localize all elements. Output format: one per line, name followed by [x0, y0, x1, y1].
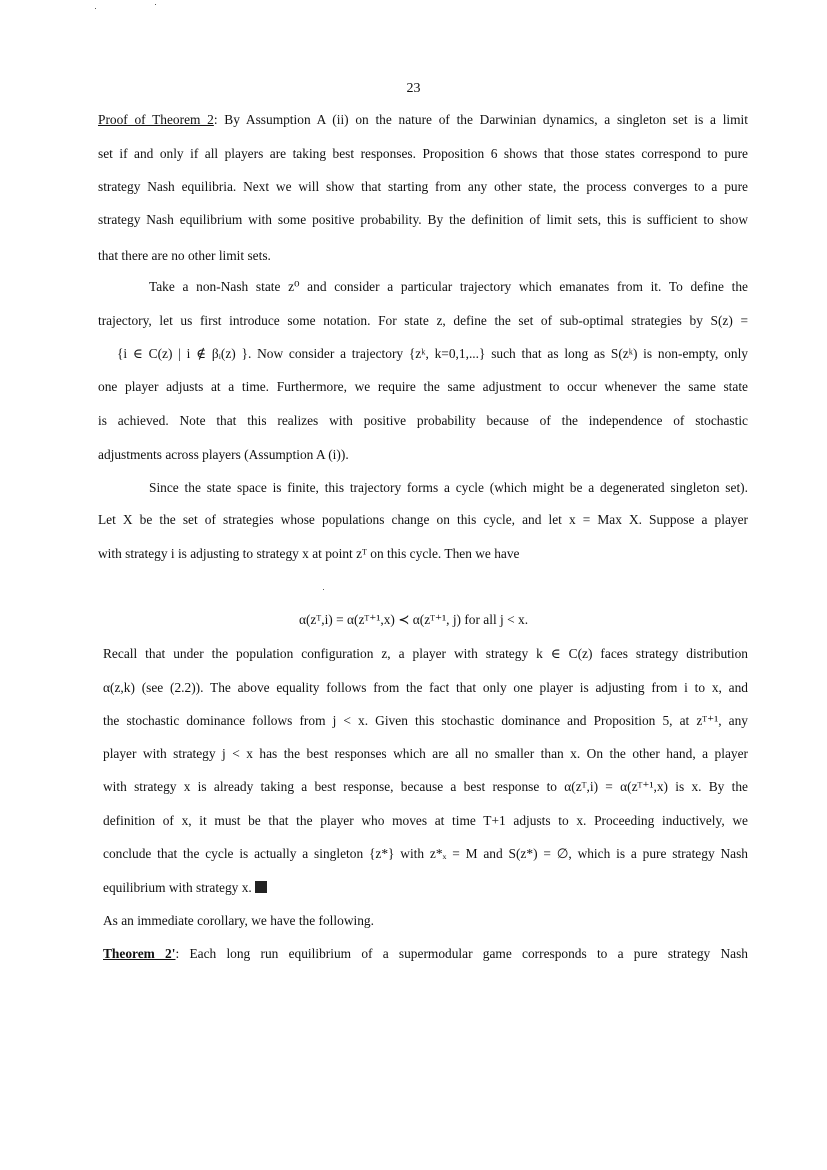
proof-line-3: strategy Nash equilibria. Next we will show that starting from any other state, the process converges to a pure [98, 179, 748, 194]
proof-line-1 [98, 111, 748, 128]
para4-line-5: with strategy x is already taking a best response, because a best response to α(zᵀ,i) = α(zᵀ⁺¹,x) is x. By the [103, 779, 748, 794]
proof-line-4: strategy Nash equilibrium with some positive probability. By the definition of limit sets, this is sufficient to show [98, 212, 748, 227]
theorem-line [103, 945, 748, 962]
para4-line-4: player with strategy j < x has the best responses which are all no smaller than x. On the other hand, a player [103, 746, 748, 761]
scan-speck-1 [95, 8, 96, 9]
para2-line-3: {i ∈ C(z) | i ∉ βᵢ(z) }. Now consider a trajectory {zᵏ, k=0,1,...} such that as long as S(zᵏ) is non-empty, only [117, 346, 748, 361]
scan-speck-2 [155, 4, 156, 5]
theorem-heading: Theorem 2' [103, 946, 176, 961]
proof-line-5: that there are no other limit sets. [98, 248, 271, 263]
corollary-line: As an immediate corollary, we have the following. [103, 913, 374, 928]
scan-speck-3 [323, 589, 324, 590]
para2-line-1: Take a non-Nash state z⁰ and consider a particular trajectory which emanates from it. To define the [149, 279, 748, 294]
proof-line-1-text: : By Assumption A (ii) on the nature of the Darwinian dynamics, a singleton set is a limit [213, 112, 748, 127]
equation: α(zᵀ,i) = α(zᵀ⁺¹,x) ≺ α(zᵀ⁺¹, j) for all j < x. [298, 612, 529, 627]
para2-line-6: adjustments across players (Assumption A (i)). [98, 447, 349, 462]
page-number: 23 [406, 81, 421, 96]
para4-line-8-text: equilibrium with strategy x. [103, 880, 252, 895]
para4-line-8 [103, 879, 267, 896]
para4-line-6: definition of x, it must be that the player who moves at time T+1 adjusts to x. Proceeding inductively, we [103, 813, 748, 828]
para4-line-2: α(z,k) (see (2.2)). The above equality follows from the fact that only one player is adjusting from i to x, and [103, 680, 748, 695]
para3-line-1: Since the state space is finite, this trajectory forms a cycle (which might be a degenerated singleton set). [149, 480, 748, 495]
para2-line-4: one player adjusts at a time. Furthermore, we require the same adjustment to occur whenever the same state [98, 379, 748, 394]
proof-heading: Proof of Theorem 2 [98, 112, 214, 127]
para4-line-3: the stochastic dominance follows from j < x. Given this stochastic dominance and Proposition 5, at zᵀ⁺¹, any [103, 713, 748, 728]
proof-line-2: set if and only if all players are taking best responses. Proposition 6 shows that those states correspond to pure [98, 146, 748, 161]
para4-line-7: conclude that the cycle is actually a singleton {z*} with z*ₓ = M and S(z*) = ∅, which is a pure strategy Nash [103, 846, 748, 861]
qed-square-icon [255, 881, 267, 893]
para2-line-5: is achieved. Note that this realizes with positive probability because of the independence of stochastic [98, 413, 748, 428]
para3-line-2: Let X be the set of strategies whose populations change on this cycle, and let x = Max X. Suppose a player [98, 512, 748, 527]
theorem-text: : Each long run equilibrium of a supermodular game corresponds to a pure strategy Nash [175, 946, 748, 961]
para2-line-2: trajectory, let us first introduce some notation. For state z, define the set of sub-optimal strategies by S(z) = [98, 313, 748, 328]
para3-line-3: with strategy i is adjusting to strategy x at point zᵀ on this cycle. Then we have [98, 546, 520, 561]
para4-line-1: Recall that under the population configuration z, a player with strategy k ∈ C(z) faces strategy distribution [103, 646, 748, 661]
